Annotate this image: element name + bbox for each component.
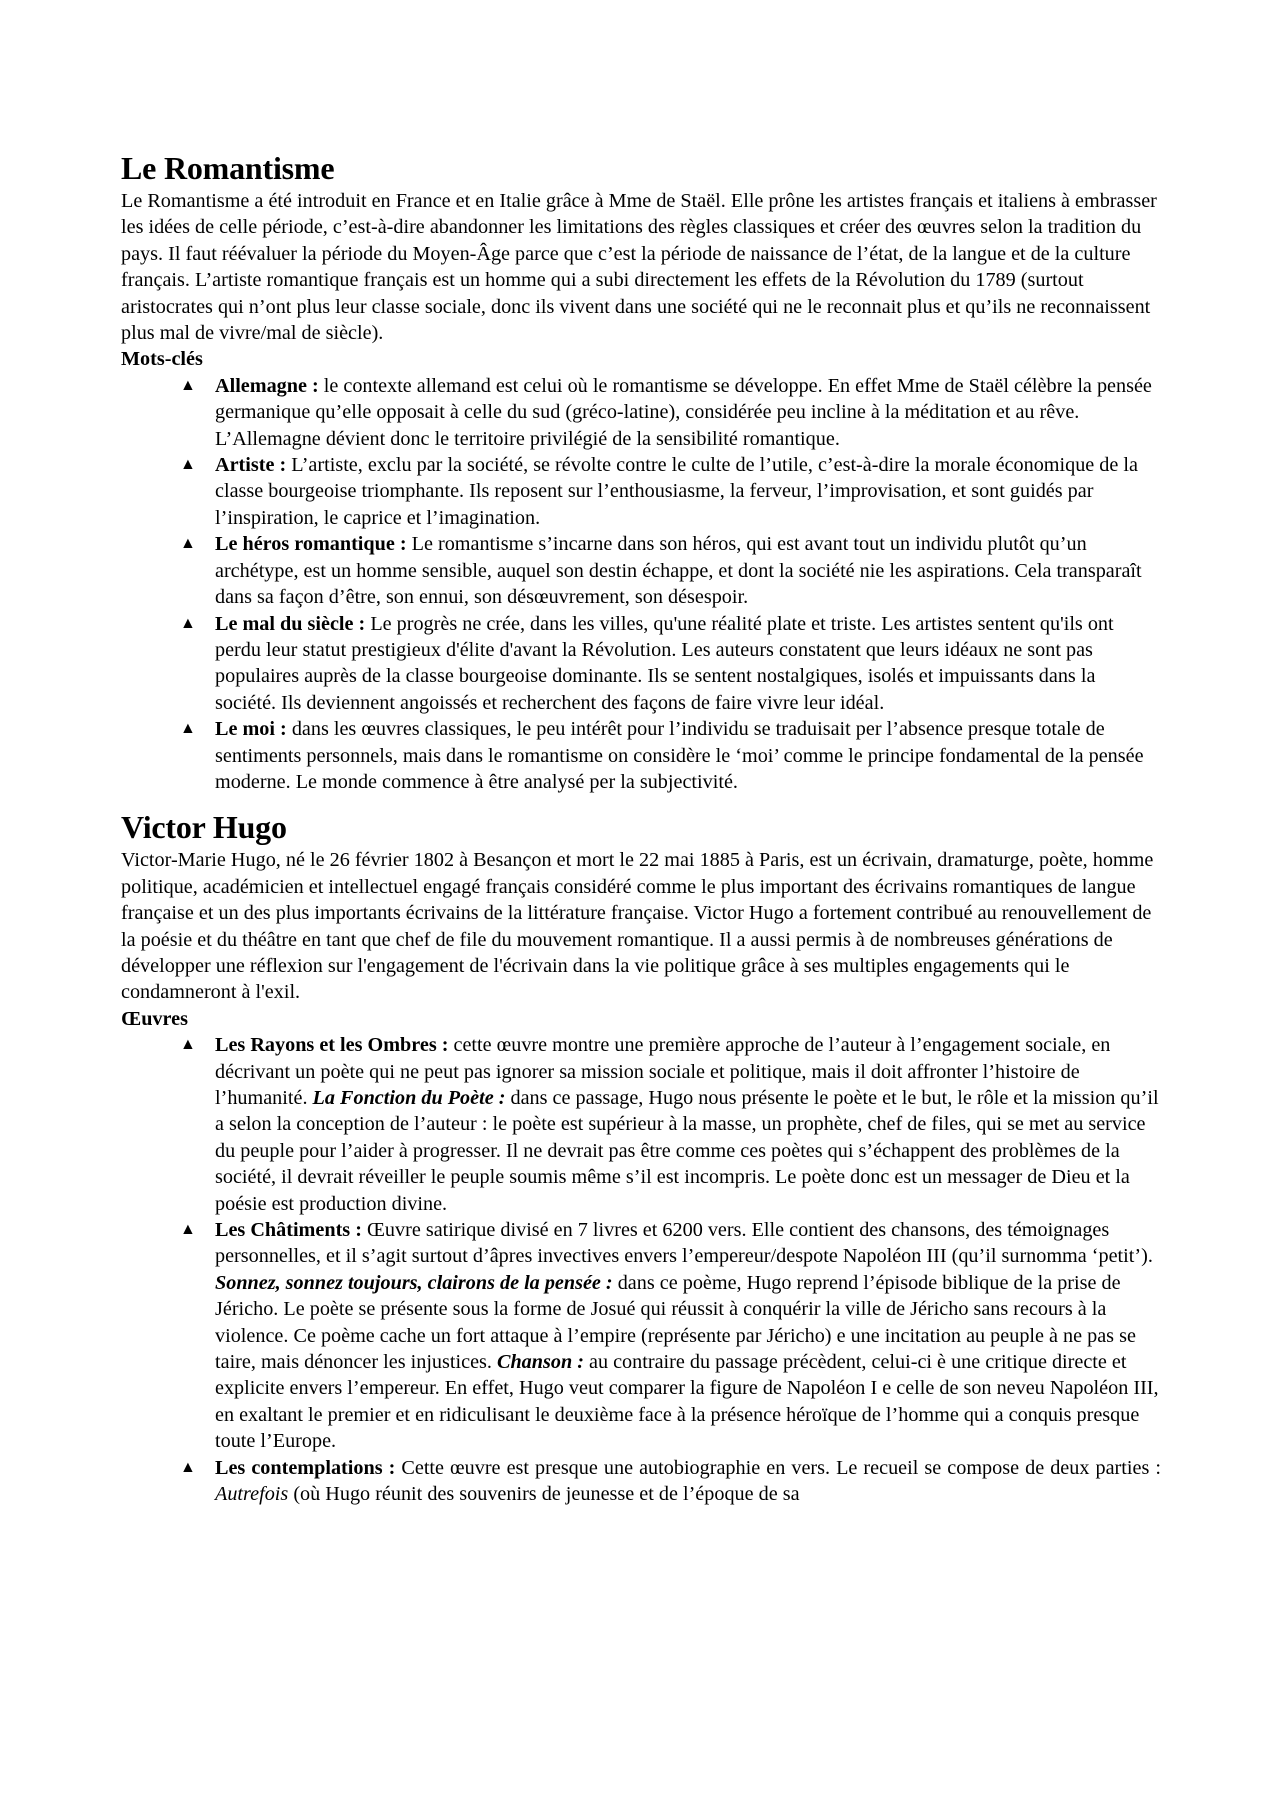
item-text: cette œuvre montre une première approche de l’auteur à l’engagement sociale, en décrivant un poète qui ne peut pas ignorer sa mission sociale et politique, mais il doit affronter l’histoire de l’humanité. (215, 1034, 1111, 1109)
item-text: dans les œuvres classiques, le peu intérêt pour l’individu se traduisait per l’absence presque totale de sentiments personnels, mais dans le romantisme on considère le ‘moi’ comme le principe fondamental de la pensée moderne. Le monde commence à être analysé per la subjectivité. (215, 718, 1144, 793)
oeuvres-list (121, 1032, 1161, 1507)
item-term: Le moi : (215, 718, 287, 741)
list-item-rayons-ombres (180, 1032, 1161, 1217)
item-text: Le romantisme s’incarne dans son héros, qui est avant tout un individu plutôt qu’un archétype, est un homme sensible, auquel son destin échappe, et dont la société nie les aspirations. Cela transparaît dans sa façon d’être, son ennui, son désœuvrement, son désespoir. (215, 533, 1142, 609)
item-text: dans ce passage, Hugo nous présente le poète et le but, le rôle et la mission qu’il a selon la conception de l’auteur : le poète est supérieur à la masse, un prophète, chef de files, qui se met au service du peuple pour l’aider à progresser. Il ne devrait pas être comme ces poètes qui s’échappent des problèmes de la société, il devrait réveiller le peuple soumis même s’il est incompris. Le poète donc est un messager de Dieu et la poésie est production divine. (215, 1087, 1159, 1215)
item-term: Les contemplations : (215, 1456, 396, 1479)
victor-hugo-intro: Victor-Marie Hugo, né le 26 février 1802 à Besançon et mort le 22 mai 1885 à Paris, est un écrivain, dramaturge, poète, homme politique, académicien et intellectuel engagé français considéré comme le plus important des écrivains romantiques de langue française et un des plus importants écrivains de la littérature française. Victor Hugo a fortement contribué au renouvellement de la poésie et du théâtre en tant que chef de file du mouvement romantique. Il a aussi permis à de nombreuses générations de développer une réflexion sur l'engagement de l'écrivain dans la vie politique grâce à ses multiples engagements qui le condamneront à l'exil. (121, 849, 1154, 1004)
document-page (121, 150, 1161, 1508)
section-title-romantisme: Le Romantisme (121, 150, 335, 186)
triangle-bullet-icon: ▲ (180, 720, 196, 738)
triangle-bullet-icon: ▲ (180, 1221, 196, 1239)
triangle-bullet-icon: ▲ (180, 535, 196, 553)
section-title-victor-hugo: Victor Hugo (121, 809, 287, 846)
item-term: Le héros romantique : (215, 533, 407, 556)
item-text: (où Hugo réunit des souvenirs de jeunesse et de l’époque de sa (288, 1483, 800, 1506)
item-emphasis: Autrefois (215, 1483, 289, 1506)
triangle-bullet-icon: ▲ (180, 456, 196, 474)
item-emphasis: La Fonction du Poète : (312, 1087, 506, 1109)
item-text: Œuvre satirique divisé en 7 livres et 6200 vers. Elle contient des chansons, des témoignages personnelles, et il s’agit surtout d’âpres invectives envers l’empereur/despote Napoléon III (qu’il surnomma ‘petit’). (215, 1219, 1153, 1268)
mots-cles-heading: Mots-clés (121, 348, 203, 371)
list-item-mal-du-siecle (180, 611, 1161, 717)
mots-cles-list (121, 373, 1161, 796)
item-term: Les Châtiments : (215, 1219, 362, 1242)
list-item-allemagne (180, 373, 1161, 452)
item-text: L’artiste, exclu par la société, se révolte contre le culte de l’utile, c’est-à-dire la morale économique de la classe bourgeoise triomphante. Ils reposent sur l’enthousiasme, la ferveur, l’improvisation, et sont guidés par l’inspiration, le caprice et l’imagination. (215, 454, 1138, 529)
list-item-le-moi (180, 716, 1161, 795)
item-term: Les Rayons et les Ombres : (215, 1034, 449, 1057)
triangle-bullet-icon: ▲ (180, 614, 196, 632)
list-item-chatiments (180, 1217, 1161, 1455)
triangle-bullet-icon: ▲ (180, 1036, 196, 1054)
item-text: au contraire du passage précèdent, celui-ci è une critique directe et explicite envers l’empereur. En effet, Hugo veut comparer la figure de Napoléon I e celle de son neveu Napoléon III, en exaltant le premier et en ridiculisant le deuxième face à la présence héroïque de l’homme qui a conquis presque toute l’Europe. (215, 1351, 1159, 1453)
oeuvres-heading: Œuvres (121, 1007, 188, 1030)
item-emphasis: Sonnez, sonnez toujours, clairons de la pensée : (215, 1271, 613, 1294)
list-item-artiste (180, 452, 1161, 531)
item-emphasis: Chanson : (496, 1351, 584, 1374)
item-text: Cette œuvre est presque une autobiographie en vers. Le recueil se compose de deux parties : (395, 1456, 1161, 1479)
triangle-bullet-icon: ▲ (180, 1458, 196, 1476)
item-text: Le progrès ne crée, dans les villes, qu'une réalité plate et triste. Les artistes sentent qu'ils ont perdu leur statut prestigieux d'élite d'avant la Révolution. Les auteurs constatent que leurs idéaux ne sont pas populaires auprès de la classe bourgeoise dominante. Ils se sentent nostalgiques, isolés et impuissants dans la société. Ils deviennent angoissés et recherchent des façons de faire vivre leur idéal. (215, 612, 1114, 714)
item-text: dans ce poème, Hugo reprend l’épisode biblique de la prise de Jéricho. Le poète se présente sous la forme de Josué qui réussit à conquérir la ville de Jéricho sans recours à la violence. Ce poème cache un fort attaque à l’empire (représente par Jéricho) e une incitation au peuple à ne pas se taire, mais dénoncer les injustices. (215, 1271, 1136, 1374)
item-term: Artiste : (215, 454, 287, 477)
item-text: le contexte allemand est celui où le romantisme se développe. En effet Mme de Staël célèbre la pensée germanique qu’elle opposait à celle du sud (gréco-latine), considérée peu incline à la méditation et au rêve. L’Allemagne dévient donc le territoire privilégié de la sensibilité romantique. (215, 374, 1152, 450)
list-item-contemplations (180, 1455, 1161, 1508)
triangle-bullet-icon: ▲ (180, 376, 196, 394)
romantisme-intro: Le Romantisme a été introduit en France et en Italie grâce à Mme de Staël. Elle prône les artistes français et italiens à embrasser les idées de celle période, c’est-à-dire abandonner les limitations des règles classiques et créer des œuvres selon la tradition du pays. Il faut réévaluer la période du Moyen-Âge parce que c’est la période de naissance de l’état, de la langue et de la culture français. L’artiste romantique français est un homme qui a subi directement les effets de la Révolution du 1789 (surtout aristocrates qui n’ont plus leur classe sociale, donc ils vivent dans une société qui ne le reconnait plus et qu’ils ne reconnaissent plus mal de vivre/mal de siècle). (121, 190, 1157, 345)
item-term: Le mal du siècle : (215, 612, 366, 635)
item-term: Allemagne : (215, 374, 319, 397)
list-item-heros (180, 531, 1161, 610)
